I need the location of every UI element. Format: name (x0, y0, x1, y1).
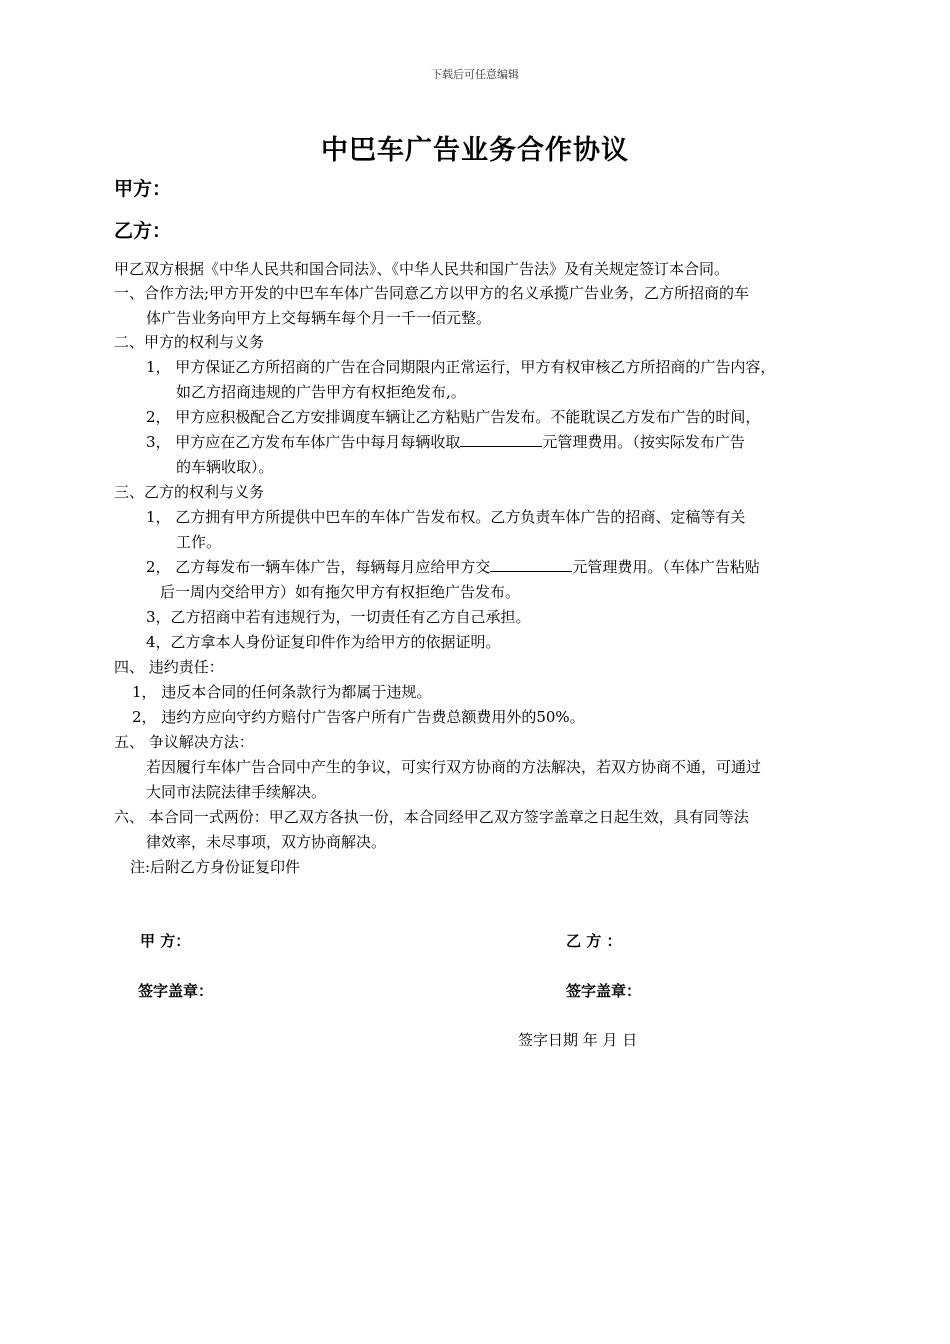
section-3-item-3: 3，乙方招商中若有违规行为，一切责任有乙方自己承担。 (146, 608, 531, 626)
section-2-item-2: 2， 甲方应积极配合乙方安排调度车辆让乙方粘贴广告发布。不能耽误乙方发布广告的时间， (146, 408, 761, 426)
section-4-item-1: 1， 违反本合同的任何条款行为都属于违规。 (132, 683, 432, 701)
signature-party-a: 甲 方： (140, 932, 191, 950)
section-2-item-1-line-2: 如乙方招商违规的广告甲方有权拒绝发布,。 (176, 383, 466, 401)
section-1-line-1: 一、合作方法;甲方开发的中巴车车体广告同意乙方以甲方的名义承揽广告业务，乙方所招商的车 (114, 284, 750, 302)
section-2-item-3-line-1 (146, 431, 745, 452)
section-3-heading: 三、乙方的权利与义务 (114, 483, 265, 501)
section-5-line-1: 若因履行车体广告合同中产生的争议，可实行双方协商的方法解决，若双方协商不通，可通过 (146, 758, 762, 776)
section-2-item-3-text-b: 元管理费用。（按实际发布广告 (542, 433, 745, 451)
party-a-label: 甲方： (114, 178, 172, 200)
section-3-item-2-text-b: 元管理费用。（车体广告粘贴 (572, 558, 760, 576)
signature-seal-a: 签字盖章： (138, 982, 214, 1000)
party-b-label: 乙方： (114, 220, 172, 242)
signature-seal-b: 签字盖章： (566, 982, 642, 1000)
signature-party-b: 乙 方 ： (566, 932, 622, 950)
section-4-item-2: 2， 违约方应向守约方赔付广告客户所有广告费总额费用外的50%。 (132, 708, 585, 726)
section-4-heading: 四、 违约责任： (114, 658, 224, 676)
section-3-item-2-line-1 (146, 556, 760, 577)
header-note: 下载后可任意编辑 (431, 68, 519, 81)
fee-blank-a (460, 432, 542, 447)
attachment-note: 注:后附乙方身份证复印件 (130, 858, 301, 876)
section-6-line-2: 律效率，未尽事项，双方协商解决。 (146, 833, 387, 851)
section-3-item-1-line-2: 工作。 (176, 533, 222, 551)
section-1-line-2: 体广告业务向甲方上交每辆车每个月一千一佰元整。 (146, 309, 492, 327)
section-2-heading: 二、甲方的权利与义务 (114, 333, 265, 351)
section-2-item-3-line-2: 的车辆收取）。 (176, 458, 274, 476)
section-2-item-1-line-1: 1， 甲方保证乙方所招商的广告在合同期限内正常运行，甲方有权审核乙方所招商的广告内容， (146, 358, 776, 376)
fee-blank-b (490, 557, 572, 572)
section-2-item-3-text-a: 3， 甲方应在乙方发布车体广告中每月每辆收取 (146, 433, 461, 451)
section-5-line-2: 大同市法院法律手续解决。 (146, 783, 327, 801)
section-6-line-1: 六、 本合同一式两份：甲乙双方各执一份，本合同经甲乙双方签字盖章之日起生效，具有同等法 (114, 808, 749, 826)
signature-date: 签字日期 年 月 日 (518, 1031, 638, 1049)
document-title: 中巴车广告业务合作协议 (321, 135, 629, 166)
intro-paragraph: 甲乙双方根据《中华人民共和国合同法》、《中华人民共和国广告法》及有关规定签订本合同。 (114, 260, 730, 278)
section-3-item-1-line-1: 1， 乙方拥有甲方所提供中巴车的车体广告发布权。乙方负责车体广告的招商、定稿等有关 (146, 508, 746, 526)
section-3-item-2-text-a: 2， 乙方每发布一辆车体广告，每辆每月应给甲方交 (146, 558, 491, 576)
section-5-heading: 五、 争议解决方法： (114, 733, 254, 751)
section-3-item-2-line-2: 后一周内交给甲方）如有拖欠甲方有权拒绝广告发布。 (160, 583, 521, 601)
section-3-item-4: 4，乙方拿本人身份证复印件作为给甲方的依据证明。 (146, 633, 501, 651)
